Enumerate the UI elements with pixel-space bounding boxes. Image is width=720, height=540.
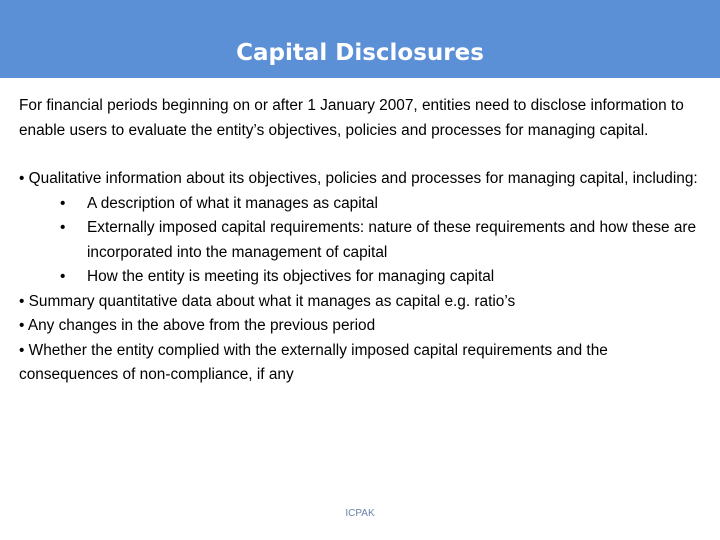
sub-item-text: A description of what it manages as capital bbox=[87, 194, 378, 212]
bullet-icon: • bbox=[60, 268, 66, 285]
sub-item-meeting bbox=[19, 265, 709, 290]
sub-item-external bbox=[19, 216, 709, 265]
slide-content bbox=[19, 94, 709, 388]
intro-paragraph: For financial periods beginning on or after 1 January 2007, entities need to disclose information to enable users to evaluate the entity’s objectives, policies and processes for managing capital. bbox=[19, 97, 684, 139]
sub-item-description bbox=[19, 192, 709, 217]
title-bar bbox=[0, 0, 720, 78]
list-item-compliance: • Whether the entity complied with the externally imposed capital requirements and the consequences of non-compliance, if any bbox=[19, 341, 608, 383]
sub-list bbox=[19, 192, 709, 290]
bullet-icon: • bbox=[60, 219, 66, 236]
slide-title: Capital Disclosures bbox=[236, 40, 484, 66]
sub-item-text: How the entity is meeting its objectives for managing capital bbox=[87, 268, 495, 285]
list-item-qualitative: • Qualitative information about its objectives, policies and processes for managing capital, including: bbox=[19, 170, 698, 187]
footer-label: ICPAK bbox=[345, 508, 375, 519]
sub-item-text: Externally imposed capital requirements: nature of these requirements and how these are incorporated into the management of capital bbox=[87, 219, 697, 261]
list-item-changes: • Any changes in the above from the previous period bbox=[19, 317, 376, 334]
list-item-quantitative: • Summary quantitative data about what it manages as capital e.g. ratio’s bbox=[19, 292, 516, 310]
bullet-icon: • bbox=[60, 194, 66, 212]
